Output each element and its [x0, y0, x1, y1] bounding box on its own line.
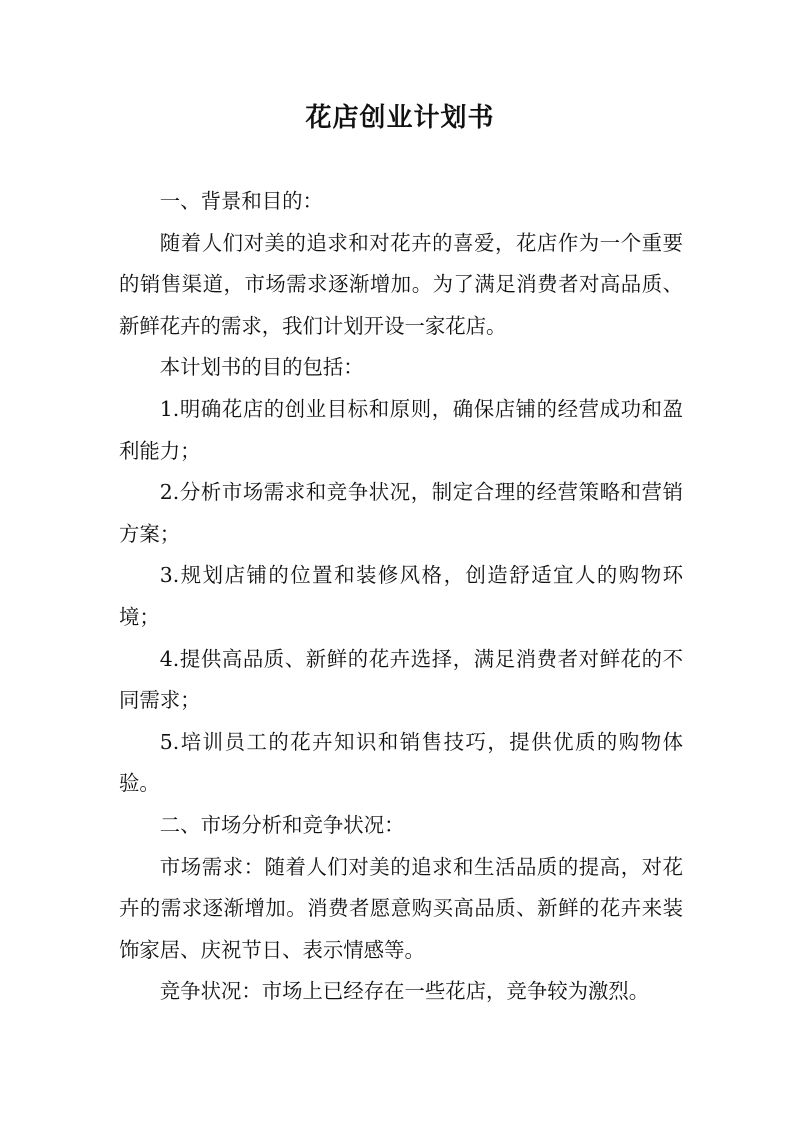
paragraph-background: 随着人们对美的追求和对花卉的喜爱，花店作为一个重要的销售渠道，市场需求逐渐增加。为了满足消费者对高品质、新鲜花卉的需求，我们计划开设一家花店。: [119, 230, 683, 338]
paragraph-purpose-intro: 本计划书的目的包括：: [159, 355, 364, 380]
purpose-item-1: 1.明确花店的创业目标和原则，确保店铺的经营成功和盈利能力；: [119, 396, 683, 463]
purpose-item-5: 5.培训员工的花卉知识和销售技巧，提供优质的购物体验。: [119, 729, 683, 796]
paragraph-market-demand: 市场需求：随着人们对美的追求和生活品质的提高，对花卉的需求逐渐增加。消费者愿意购买高品质、新鲜的花卉来装饰家居、庆祝节日、表示情感等。: [119, 854, 683, 962]
document-body: [119, 181, 683, 1013]
purpose-item-3: 3.规划店铺的位置和装修风格，创造舒适宜人的购物环境；: [119, 563, 683, 629]
purpose-item-2: 2.分析市场需求和竞争状况，制定合理的经营策略和营销方案；: [119, 480, 683, 546]
section-heading-market: 二、市场分析和竞争状况：: [159, 812, 405, 837]
document-title: 花店创业计划书: [305, 103, 495, 133]
paragraph-competition: 竞争状况：市场上已经存在一些花店，竞争较为激烈。: [159, 979, 650, 1004]
purpose-item-4: 4.提供高品质、新鲜的花卉选择，满足消费者对鲜花的不同需求；: [119, 646, 683, 713]
section-heading-background: 一、背景和目的：: [159, 189, 323, 213]
